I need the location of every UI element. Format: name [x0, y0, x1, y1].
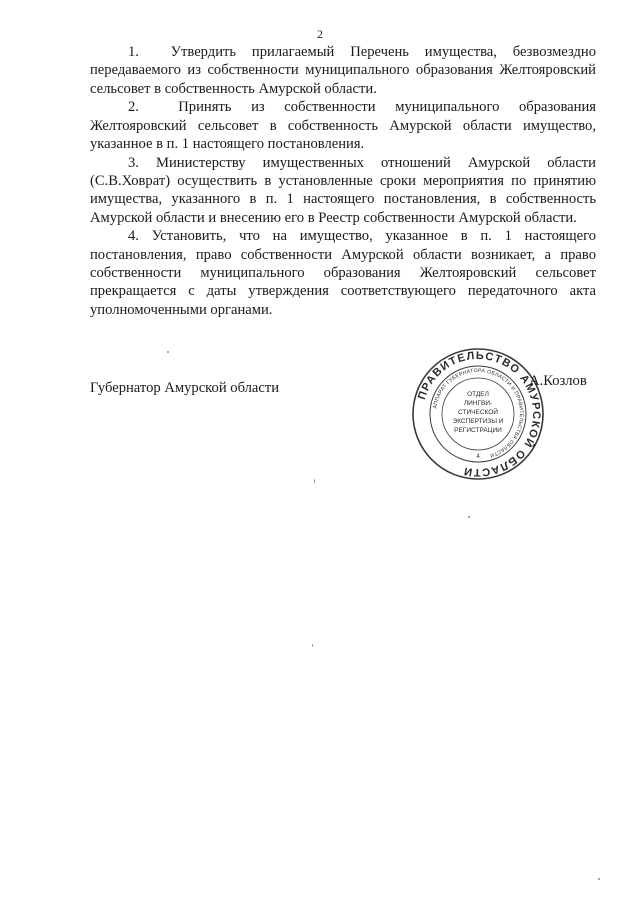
signature-title: Губернатор Амурской области [90, 380, 280, 396]
stamp-center-line-3: СТИЧЕСКОЙ [458, 409, 498, 416]
paragraph-3: 3. Министерству имущественных отношений Амурской области (С.В.Ховрат) осуществить в установленные сроки мероприятия по принятию имущества, указанного в п. 1 настоящего постановления, в собственность Амурской области и внесению его в Реестр собственности Амурской области. [90, 154, 596, 226]
paragraph-1: 1. Утвердить прилагаемый Перечень имущества, безвозмездно передаваемого из собственности муниципального образования Желтояровский сельсовет в собственность Амурской области. [90, 44, 596, 97]
stamp-center-line-2: ЛИНГВИ- [463, 400, 493, 407]
stamp-center-line-1: ОТДЕЛ [467, 391, 489, 398]
scan-speck [468, 516, 470, 518]
stamp-seal-icon [410, 346, 546, 482]
official-stamp [410, 346, 546, 482]
stamp-number: 4 [476, 454, 480, 460]
stamp-inner-ring-text: АППАРАТ ГУБЕРНАТОРА ОБЛАСТИ И ПРАВИТЕЛЬСТВА ОБЛАСТИ [432, 367, 525, 459]
page-number: 2 [317, 27, 323, 41]
resolution-body [90, 43, 596, 319]
scan-speck [167, 351, 169, 353]
scan-speck [314, 479, 315, 483]
stamp-outer-text: ПРАВИТЕЛЬСТВО АМУРСКОЙ ОБЛАСТИ [416, 349, 543, 479]
stamp-center-line-4: ЭКСПЕРТИЗЫ И [452, 418, 504, 425]
paragraph-4: 4. Установить, что на имущество, указанное в п. 1 настоящего постановления, право собственности Амурской области возникает, а право собственности муниципального образования Желтояровский сельсовет прекращается с даты утверждения соответствующего передаточного акта уполномоченными органами. [90, 228, 596, 318]
stamp-center-line-5: РЕГИСТРАЦИИ [454, 427, 502, 434]
paragraph-2: 2. Принять из собственности муниципального образования Желтояровский сельсовет в собственность Амурской области имущество, указанное в п. 1 настоящего постановления. [90, 99, 596, 152]
scan-speck [312, 644, 313, 647]
signature-name: А.Козлов [529, 373, 587, 389]
scan-speck [598, 878, 600, 880]
